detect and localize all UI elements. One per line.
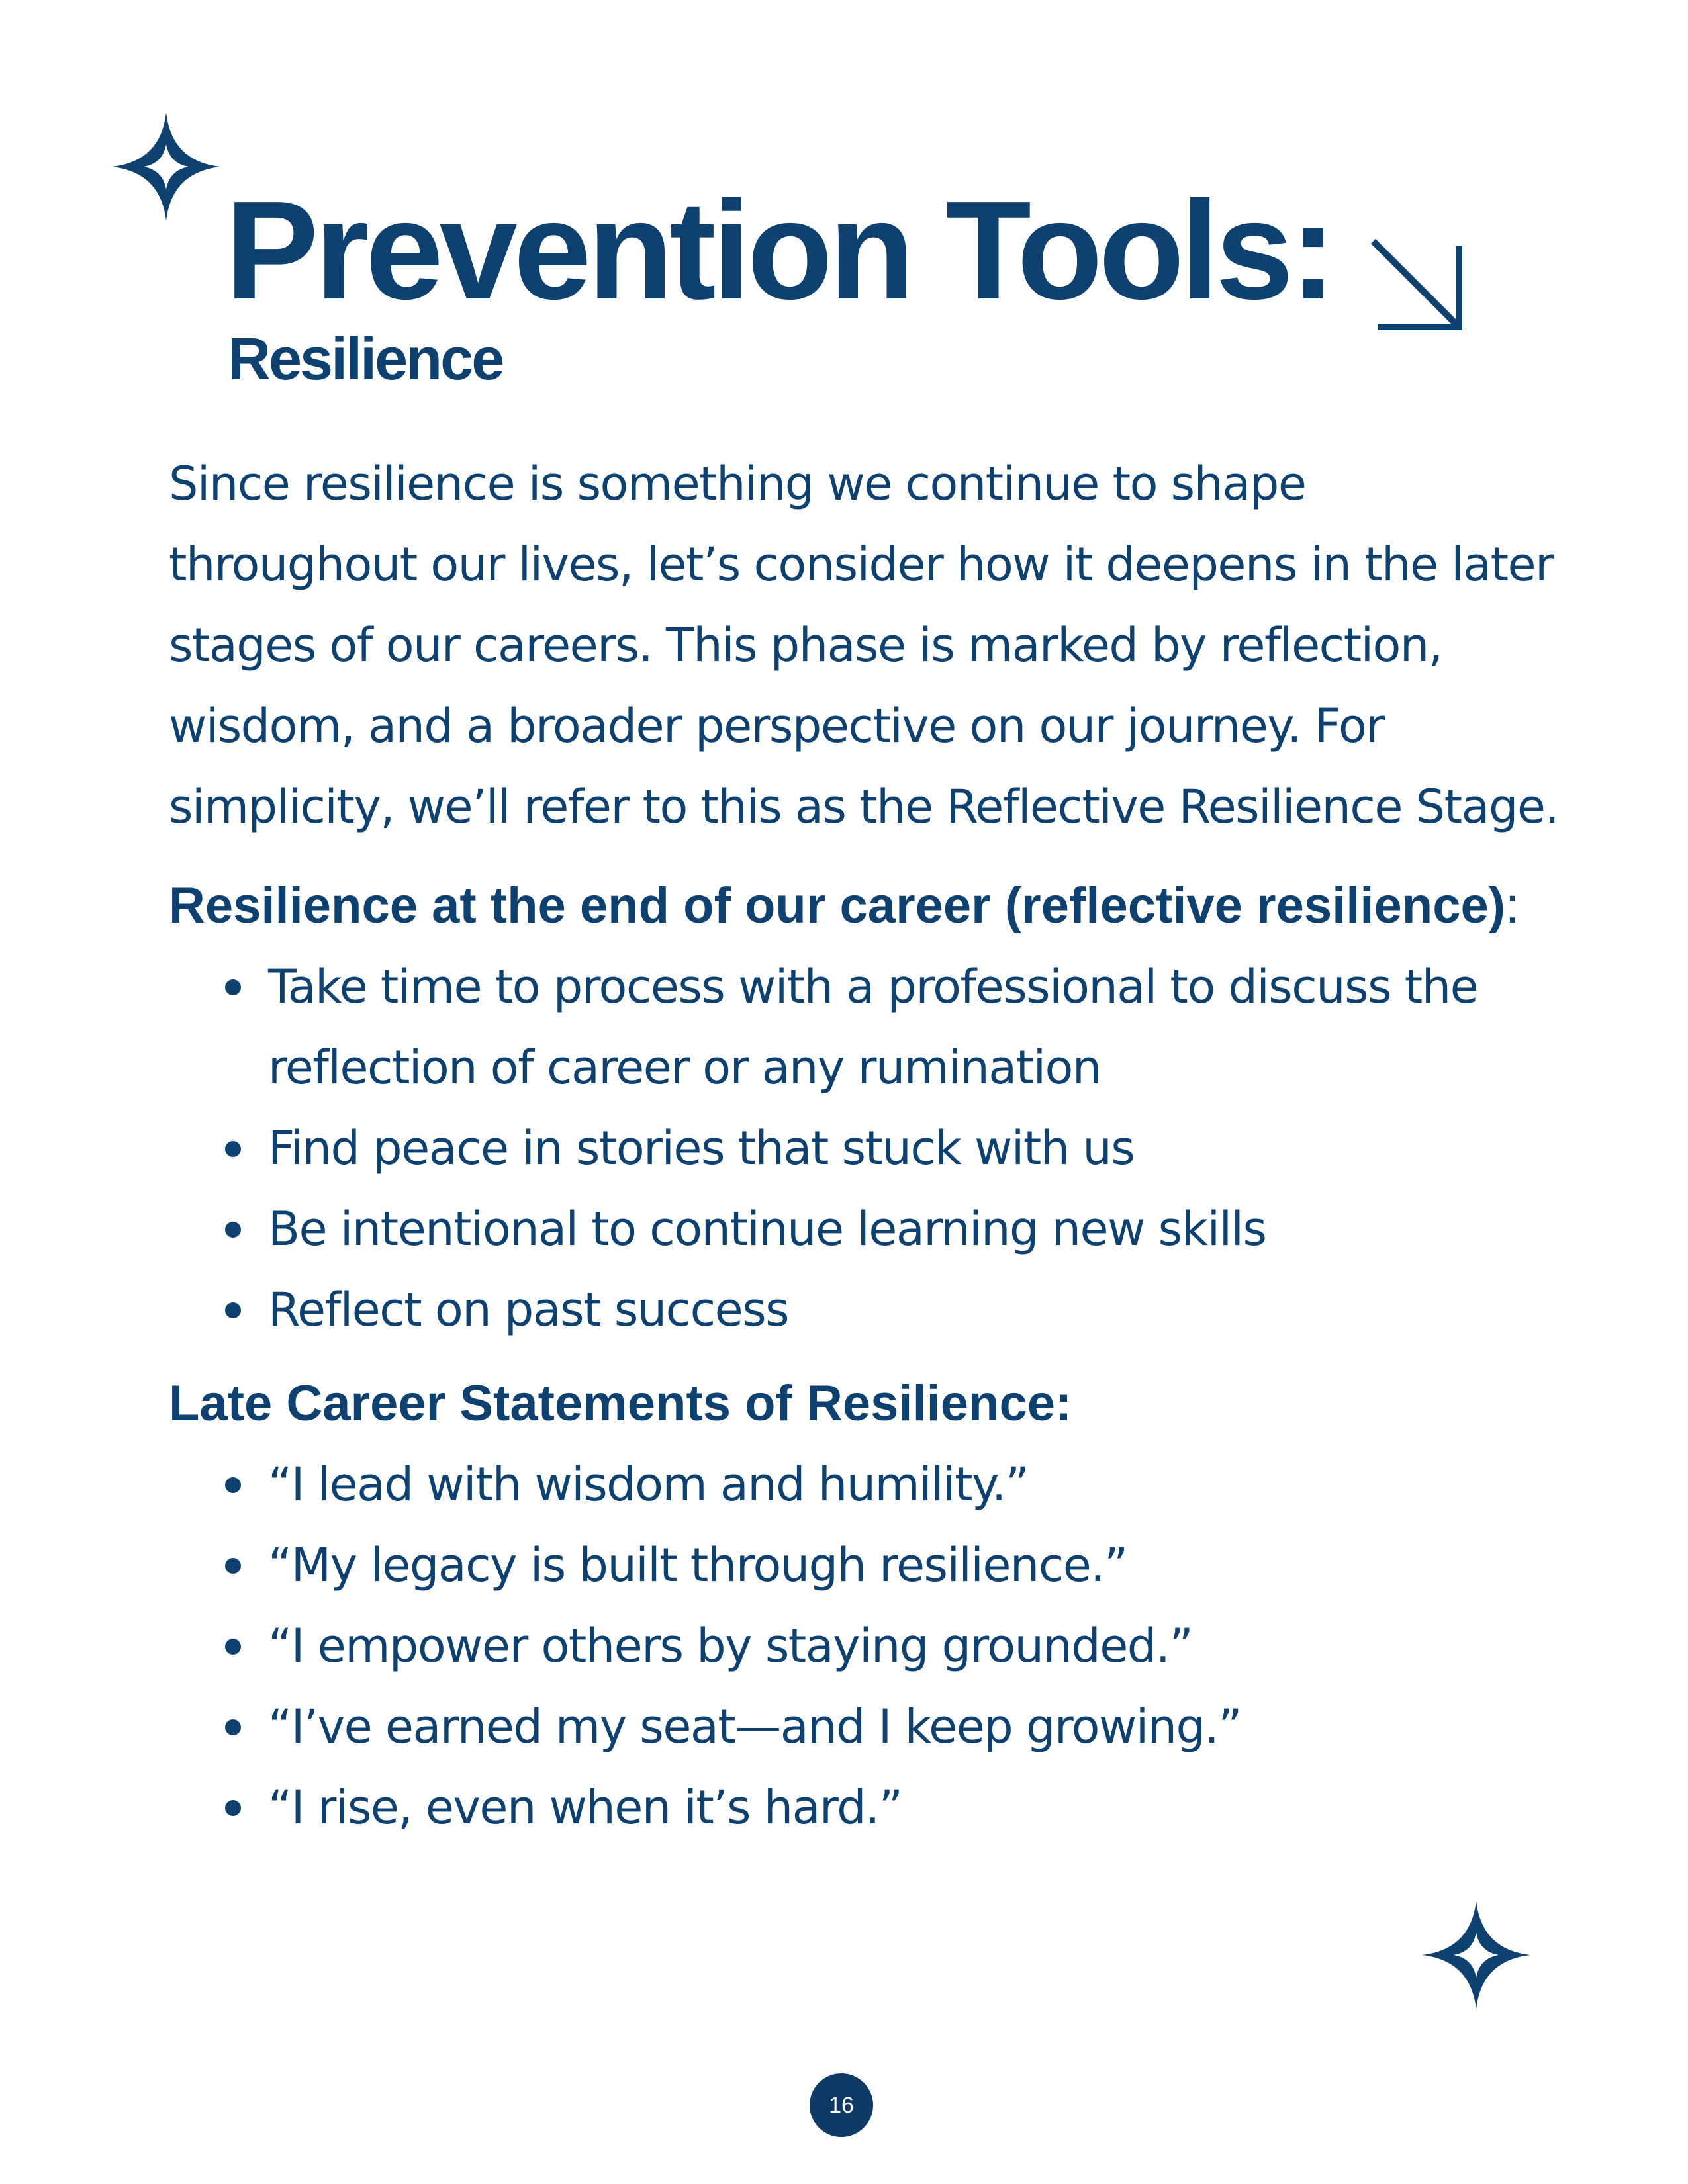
list-item: “I empower others by staying grounded.” bbox=[268, 1606, 1559, 1686]
page-subtitle: Resilience bbox=[228, 326, 503, 392]
list-item: Reflect on past success bbox=[268, 1269, 1559, 1350]
list-item: Be intentional to continue learning new skills bbox=[268, 1189, 1559, 1269]
list-item: “I lead with wisdom and humility.” bbox=[268, 1444, 1559, 1525]
section-heading-end-of-career bbox=[169, 866, 1559, 946]
list-item: Find peace in stories that stuck with us bbox=[268, 1108, 1559, 1189]
list-item: “My legacy is built through resilience.” bbox=[268, 1525, 1559, 1606]
page-title: Prevention Tools: bbox=[225, 171, 1333, 328]
page-number-badge: 16 bbox=[810, 2073, 873, 2137]
section-heading-colon: : bbox=[1505, 878, 1520, 934]
section-heading-statements: Late Career Statements of Resilience: bbox=[169, 1375, 1072, 1432]
main-content bbox=[169, 443, 1559, 1848]
end-of-career-list bbox=[169, 946, 1559, 1350]
four-point-star-icon bbox=[1420, 1898, 1532, 2012]
statements-list bbox=[169, 1444, 1559, 1848]
intro-paragraph: Since resilience is something we continue to shape throughout our lives, let’s consider how it deepens in the later stages of our careers. This phase is marked by reflection, wisdom, and a broader perspective on our journey. For simplicity, we’ll refer to this as the Reflective Resilience Stage. bbox=[169, 457, 1559, 834]
four-point-star-icon bbox=[110, 110, 222, 224]
list-item: “I’ve earned my seat—and I keep growing.” bbox=[268, 1686, 1559, 1767]
arrow-down-right-icon bbox=[1369, 237, 1466, 334]
list-item: “I rise, even when it’s hard.” bbox=[268, 1767, 1559, 1848]
list-item: Take time to process with a professional to discuss the reflection of career or any rumination bbox=[268, 946, 1559, 1108]
section-heading-text: Resilience at the end of our career (reflective resilience) bbox=[169, 878, 1506, 934]
